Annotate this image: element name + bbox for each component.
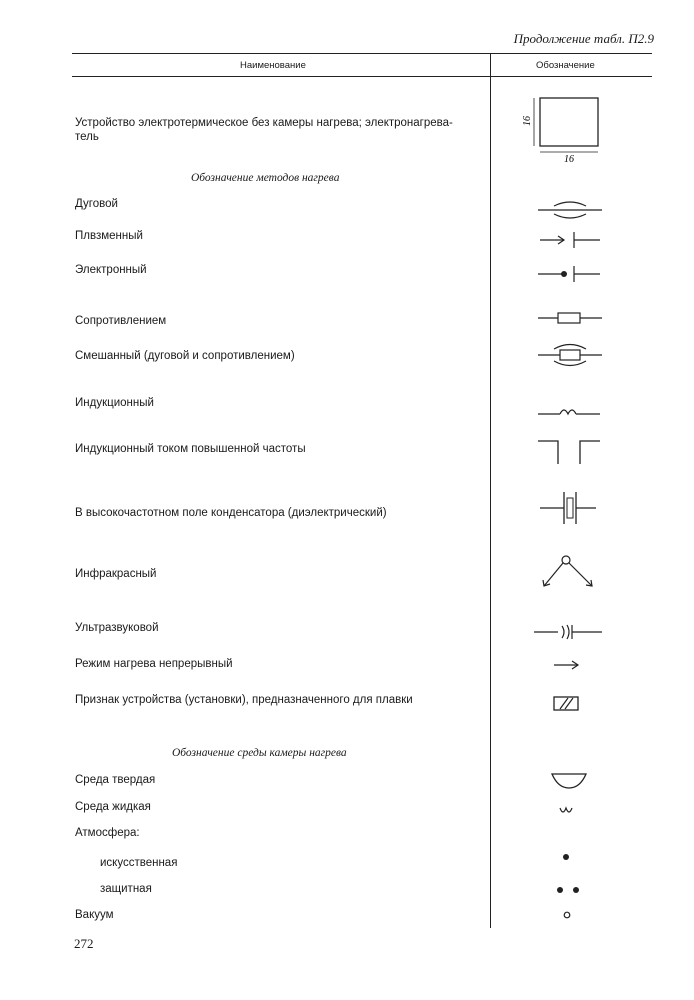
- induction-coil-icon: [530, 400, 610, 424]
- page-number: 272: [74, 936, 94, 951]
- infrared-heating-icon: [530, 552, 610, 596]
- continuous-mode-arrow-icon: [530, 655, 610, 675]
- device-square-symbol: [520, 90, 620, 170]
- artificial-atmosphere-dot-icon: [530, 848, 610, 868]
- liquid-medium-icon: [530, 800, 610, 820]
- row-continuous-label: Режим нагрева непрерывный: [75, 658, 233, 670]
- row-plasma-label: Плвзменный: [75, 230, 143, 242]
- induction-hf-icon: [530, 438, 610, 468]
- vacuum-circle-icon: [530, 905, 610, 925]
- width-dimension-label: 16: [564, 154, 574, 165]
- arc-heating-icon: [530, 198, 610, 222]
- row-induction-hf-label: Индукционный током повышенной частоты: [75, 443, 306, 455]
- row-solid-label: Среда твердая: [75, 774, 156, 786]
- column-header-name: Наименование: [240, 60, 306, 71]
- height-dimension-label: 16: [522, 116, 533, 126]
- row-resistance-label: Сопротивлением: [75, 315, 167, 327]
- plasma-heating-icon: [530, 228, 610, 252]
- row-atmosphere-label: Атмосфера:: [75, 827, 140, 839]
- row-electron-label: Электронный: [75, 264, 147, 276]
- section-heading-methods: Обозначение методов нагрева: [191, 172, 340, 184]
- solid-medium-icon: [530, 768, 610, 792]
- row-liquid-label: Среда жидкая: [75, 801, 151, 813]
- row-device-label: Устройство электротермическое без камеры нагрева; электронагрева- тель: [75, 117, 453, 143]
- continuation-caption: Продолжение табл. П2.9: [513, 31, 654, 46]
- row-vacuum-label: Вакуум: [75, 909, 114, 921]
- protective-atmosphere-dots-icon: [530, 880, 610, 900]
- dielectric-capacitor-icon: [530, 488, 610, 528]
- column-divider: [490, 53, 491, 928]
- table-header-rule: [72, 76, 652, 77]
- mixed-heating-icon: [530, 340, 610, 370]
- resistance-heating-icon: [530, 306, 610, 330]
- row-infrared-label: Инфракрасный: [75, 568, 157, 580]
- section-heading-media: Обозначение среды камеры нагрева: [172, 747, 347, 759]
- row-protective-label: защитная: [100, 883, 152, 895]
- melting-device-icon: [530, 692, 610, 716]
- row-arc-label: Дуговой: [75, 198, 118, 210]
- column-header-symbol: Обозначение: [536, 60, 595, 71]
- ultrasonic-heating-icon: [530, 620, 610, 644]
- row-ultrasonic-label: Ультразвуковой: [75, 622, 159, 634]
- row-artificial-label: искусственная: [100, 857, 178, 869]
- row-induction-label: Индукционный: [75, 397, 154, 409]
- electron-heating-icon: [530, 262, 610, 286]
- row-melting-label: Признак устройства (установки), предназначенного для плавки: [75, 694, 413, 706]
- row-mixed-label: Смешанный (дуговой и сопротивлением): [75, 350, 295, 362]
- table-top-rule: [72, 53, 652, 54]
- row-dielectric-label: В высокочастотном поле конденсатора (диэлектрический): [75, 507, 387, 519]
